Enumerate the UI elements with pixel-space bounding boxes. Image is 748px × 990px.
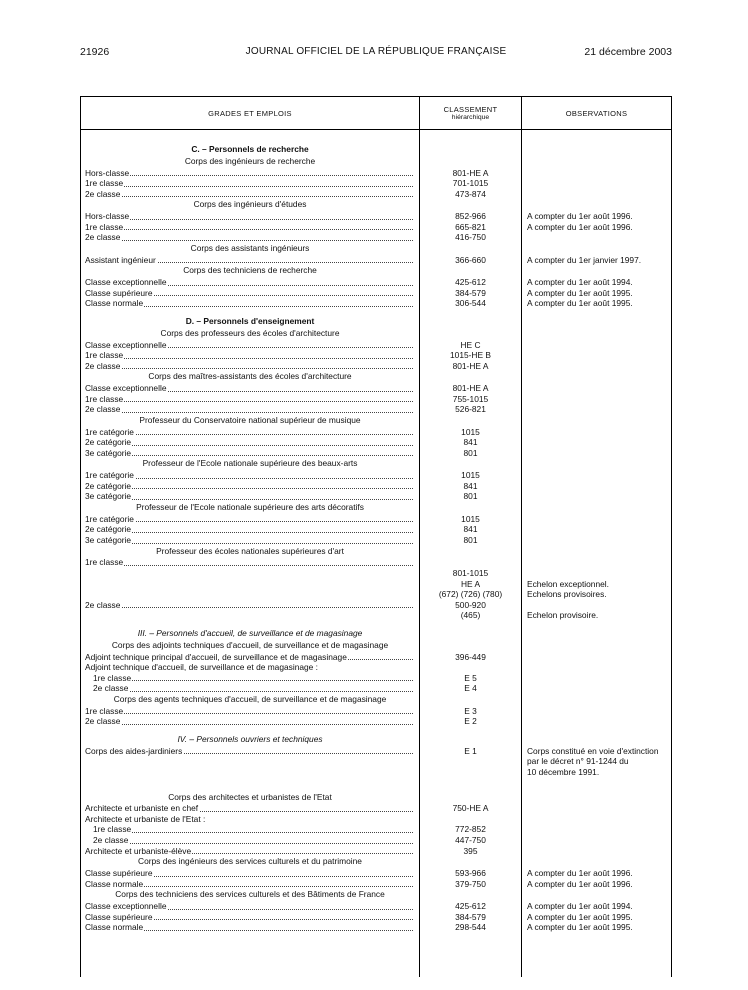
- table-row: [81, 535, 671, 546]
- grade-cell: [85, 427, 413, 438]
- grade-cell: [85, 912, 413, 923]
- table-row: [81, 448, 671, 459]
- table-row: [81, 277, 671, 288]
- section-heading: [81, 733, 671, 746]
- table-row: [81, 846, 671, 857]
- classement-cell: 1015: [461, 426, 480, 437]
- grade-cell: [85, 767, 413, 778]
- classement-cell: 500-920: [455, 599, 486, 610]
- classement-cell: 379-750: [455, 878, 486, 889]
- grade-label: Classe exceptionnelle: [85, 383, 167, 394]
- table-row: [81, 589, 671, 600]
- table-row: [81, 383, 671, 394]
- classement-cell: 416-750: [455, 232, 486, 243]
- subsection-heading: [81, 889, 671, 901]
- grade-label: Classe exceptionnelle: [85, 339, 167, 350]
- grade-label: Architecte et urbaniste en chef: [85, 803, 199, 814]
- spacer: [81, 778, 671, 792]
- grade-cell: [85, 706, 413, 717]
- classement-cell: 772-852: [455, 824, 486, 835]
- grade-label: [85, 589, 86, 599]
- grade-label: Classe normale: [85, 922, 144, 933]
- classement-cell: (672) (726) (780): [438, 589, 503, 600]
- grade-label: 3e catégorie: [85, 535, 132, 546]
- subsection-heading: [81, 792, 671, 804]
- section-heading: [81, 627, 671, 640]
- grade-cell: [85, 803, 413, 814]
- table-row: [81, 824, 671, 835]
- classement-cell: 395: [463, 845, 478, 856]
- grade-cell: [85, 288, 413, 299]
- subsection-heading-text: Professeur du Conservatoire national supérieur de musique: [139, 414, 361, 425]
- classement-cell: 755-1015: [452, 393, 489, 404]
- header-divider: [81, 129, 671, 130]
- classement-cell: E 3: [464, 705, 477, 716]
- section-heading: [81, 143, 671, 156]
- subsection-heading-text: Professeur des écoles nationales supérieures d'art: [156, 545, 344, 556]
- subsection-heading: [81, 156, 671, 168]
- classement-cell: HE A: [460, 578, 481, 589]
- classement-cell: (465): [460, 610, 481, 621]
- grade-cell: [85, 232, 413, 243]
- observation-cell: Echelons provisoires.: [527, 589, 607, 600]
- grade-cell: [85, 383, 413, 394]
- grade-label: 1re classe: [85, 705, 124, 716]
- table-row: [81, 168, 671, 179]
- grade-cell: [85, 448, 413, 459]
- subsection-heading-text: Corps des agents techniques d'accueil, de surveillance et de magasinage: [113, 693, 387, 704]
- classement-cell: 801: [463, 491, 478, 502]
- classement-cell: E 2: [464, 716, 477, 727]
- subsection-heading: [81, 640, 671, 652]
- table-row: [81, 481, 671, 492]
- grade-label: 1re classe: [93, 824, 132, 835]
- table-row: [81, 579, 671, 590]
- grade-label: 3e catégorie: [85, 447, 132, 458]
- table-row: [81, 922, 671, 933]
- subsection-heading-text: Professeur de l'Ecole nationale supérieure des beaux-arts: [142, 458, 358, 469]
- table-row: [81, 437, 671, 448]
- section-heading-text: III. – Personnels d'accueil, de surveillance et de magasinage: [137, 627, 363, 638]
- grade-label: [85, 756, 86, 766]
- table-body: [81, 143, 671, 933]
- classement-cell: E 4: [464, 683, 477, 694]
- table-row: [81, 803, 671, 814]
- classement-cell: 665-821: [455, 221, 486, 232]
- section-heading-text: D. – Personnels d'enseignement: [185, 315, 315, 326]
- classement-cell: 701-1015: [452, 178, 489, 189]
- grade-cell: [85, 879, 413, 890]
- table-row: [81, 901, 671, 912]
- table-row: [81, 288, 671, 299]
- table-row: [81, 514, 671, 525]
- observation-cell: A compter du 1er août 1996.: [527, 221, 633, 232]
- grade-label: Adjoint technique principal d'accueil, de surveillance et de magasinage: [85, 651, 347, 662]
- table-row: [81, 652, 671, 663]
- grade-cell: [85, 652, 413, 663]
- table-row: [81, 211, 671, 222]
- observation-cell: A compter du 1er août 1995.: [527, 298, 633, 309]
- grade-cell: [85, 491, 413, 502]
- observation-cell: A compter du 1er janvier 1997.: [527, 254, 642, 265]
- classement-cell: 447-750: [455, 835, 486, 846]
- table-row: [81, 557, 671, 568]
- grade-cell: [85, 868, 413, 879]
- classement-cell: 384-579: [455, 287, 486, 298]
- grade-label: Classe supérieure: [85, 911, 153, 922]
- grade-cell: [85, 298, 413, 309]
- classement-cell: 526-821: [455, 404, 486, 415]
- subsection-heading: [81, 328, 671, 340]
- table-row: [81, 568, 671, 579]
- observation-cell: A compter du 1er août 1995.: [527, 287, 633, 298]
- subsection-heading: [81, 199, 671, 211]
- grade-label: 1re classe: [85, 178, 124, 189]
- subsection-heading-text: Corps des ingénieurs d'études: [193, 199, 307, 210]
- subsection-heading: [81, 502, 671, 514]
- table-row: [81, 298, 671, 309]
- observation-cell: Echelon provisoire.: [527, 610, 599, 621]
- subsection-heading-text: Corps des ingénieurs des services culturels et du patrimoine: [138, 856, 362, 867]
- subsection-heading-text: Corps des techniciens de recherche: [183, 265, 317, 276]
- grade-label: 2e classe: [85, 232, 121, 243]
- table-row: [81, 189, 671, 200]
- classement-cell: 801-HE A: [452, 167, 489, 178]
- table-row: [81, 868, 671, 879]
- observation-cell: Echelon exceptionnel.: [527, 578, 609, 589]
- table-row: [81, 404, 671, 415]
- grade-cell: [85, 716, 413, 727]
- classement-cell: 298-544: [455, 922, 486, 933]
- table-row: [81, 706, 671, 717]
- observation-cell: A compter du 1er août 1995.: [527, 911, 633, 922]
- classement-cell: 801-HE A: [452, 360, 489, 371]
- section-heading-text: IV. – Personnels ouvriers et techniques: [177, 733, 323, 744]
- classement-cell: 1015: [461, 513, 480, 524]
- table-row: [81, 427, 671, 438]
- grade-label: 2e catégorie: [85, 480, 132, 491]
- classement-cell: 425-612: [455, 277, 486, 288]
- grade-label: 2e classe: [85, 360, 121, 371]
- classement-cell: 1015-HE B: [450, 350, 491, 361]
- table-row: [81, 340, 671, 351]
- grade-cell: [85, 211, 413, 222]
- grade-cell: [93, 824, 413, 835]
- observation-cell: A compter du 1er août 1996.: [527, 878, 633, 889]
- classement-cell: 801: [463, 447, 478, 458]
- grade-cell: [85, 255, 413, 266]
- observation-cell: A compter du 1er août 1996.: [527, 211, 633, 222]
- grade-cell: [85, 394, 413, 405]
- grade-cell: [85, 178, 413, 189]
- table-row: [81, 673, 671, 684]
- subsection-heading-text: Corps des maîtres-assistants des écoles d'architecture: [148, 371, 352, 382]
- grade-cell: [85, 340, 413, 351]
- grade-label: Classe normale: [85, 298, 144, 309]
- grade-cell: [85, 481, 413, 492]
- classement-cell: 841: [463, 524, 478, 535]
- classement-cell: 1015: [461, 470, 480, 481]
- grade-label: Hors-classe: [85, 167, 130, 178]
- table-row: [81, 814, 671, 825]
- subsection-heading: [81, 265, 671, 277]
- grade-cell: [85, 846, 413, 857]
- section-heading-text: C. – Personnels de recherche: [191, 144, 309, 154]
- table-row: [81, 222, 671, 233]
- grade-cell: [85, 568, 413, 579]
- grade-label: 1re classe: [85, 221, 124, 232]
- grade-cell: [85, 404, 413, 415]
- grade-label: Hors-classe: [85, 211, 130, 222]
- grade-cell: [85, 437, 413, 448]
- grade-label: Classe supérieure: [85, 868, 153, 879]
- grade-cell: [85, 579, 413, 590]
- grade-cell: [85, 514, 413, 525]
- publication-date: 21 décembre 2003: [584, 46, 672, 58]
- grade-label: [85, 767, 86, 777]
- column-header-grades: [81, 97, 419, 129]
- subsection-heading: [81, 458, 671, 470]
- classement-cell: 841: [463, 480, 478, 491]
- section-heading: [81, 315, 671, 328]
- grade-cell: [85, 814, 413, 825]
- classement-cell: 841: [463, 437, 478, 448]
- table-row: [81, 835, 671, 846]
- grade-cell: [85, 662, 413, 673]
- grades-table: [80, 96, 672, 977]
- grade-label: Classe supérieure: [85, 287, 153, 298]
- grade-cell: [85, 922, 413, 933]
- grade-cell: [85, 350, 413, 361]
- grade-label: 2e classe: [85, 716, 121, 727]
- classement-cell: 425-612: [455, 901, 486, 912]
- subsection-heading-text: Professeur de l'Ecole nationale supérieure des arts décoratifs: [136, 502, 364, 513]
- grade-label: Assistant ingénieur: [85, 254, 156, 265]
- table-row: [81, 350, 671, 361]
- subsection-heading: [81, 243, 671, 255]
- grade-label: Classe exceptionnelle: [85, 277, 167, 288]
- observation-cell: A compter du 1er août 1996.: [527, 868, 633, 879]
- table-row: [81, 491, 671, 502]
- table-row: [81, 662, 671, 673]
- subsection-heading-text: Corps des ingénieurs de recherche: [184, 155, 316, 166]
- observation-cell: A compter du 1er août 1994.: [527, 277, 633, 288]
- grade-label: 1re classe: [93, 672, 132, 683]
- grade-cell: [93, 835, 413, 846]
- grade-label: 3e catégorie: [85, 491, 132, 502]
- grade-cell: [85, 361, 413, 372]
- grade-label: 2e classe: [85, 404, 121, 415]
- grade-label: Architecte et urbaniste de l'Etat :: [85, 813, 206, 824]
- subsection-heading-text: Corps des techniciens des services culturels et des Bâtiments de France: [115, 889, 385, 900]
- grade-label: 2e catégorie: [85, 437, 132, 448]
- grade-cell: [85, 222, 413, 233]
- table-row: [81, 610, 671, 621]
- grade-cell: [85, 524, 413, 535]
- grade-label: Adjoint technique d'accueil, de surveillance et de magasinage :: [85, 662, 318, 673]
- table-row: [81, 716, 671, 727]
- grade-cell: [85, 600, 413, 611]
- classement-cell: 801: [463, 535, 478, 546]
- subsection-heading-text: Corps des adjoints techniques d'accueil, de surveillance et de magasinage: [111, 639, 389, 650]
- subsection-heading: [81, 856, 671, 868]
- grade-label: Classe normale: [85, 878, 144, 889]
- grade-cell: [85, 901, 413, 912]
- subsection-heading: [81, 694, 671, 706]
- subsection-heading-text: Corps des assistants ingénieurs: [190, 242, 310, 253]
- table-row: [81, 912, 671, 923]
- grade-label: 2e classe: [93, 835, 129, 846]
- table-row: [81, 879, 671, 890]
- grade-label: [85, 579, 86, 589]
- column-header-classement-sublabel: hiérarchique: [451, 114, 490, 121]
- observation-cell: A compter du 1er août 1994.: [527, 901, 633, 912]
- subsection-heading: [81, 546, 671, 558]
- grade-cell: [85, 535, 413, 546]
- grade-cell: [85, 756, 413, 767]
- table-row: [81, 756, 671, 767]
- column-header-classement: [420, 97, 521, 129]
- classement-cell: 384-579: [455, 911, 486, 922]
- subsection-heading-text: Corps des professeurs des écoles d'architecture: [160, 327, 340, 338]
- table-row: [81, 746, 671, 757]
- classement-cell: 396-449: [455, 651, 486, 662]
- subsection-heading: [81, 371, 671, 383]
- grade-cell: [85, 610, 413, 621]
- grade-label: 1re classe: [85, 350, 124, 361]
- classement-cell: 801-1015: [452, 568, 489, 578]
- classement-cell: HE C: [460, 339, 481, 350]
- classement-cell: E 1: [464, 745, 477, 756]
- page-number: 21926: [80, 46, 110, 58]
- classement-cell: 473-874: [455, 188, 486, 199]
- grade-label: Architecte et urbaniste-élève: [85, 845, 192, 856]
- grade-cell: [85, 557, 413, 568]
- classement-cell: 801-HE A: [452, 383, 489, 394]
- grade-cell: [85, 746, 413, 757]
- table-row: [81, 178, 671, 189]
- column-header-classement-label: CLASSEMENT: [443, 105, 498, 114]
- subsection-heading: [81, 415, 671, 427]
- journal-title: JOURNAL OFFICIEL DE LA RÉPUBLIQUE FRANÇAISE: [245, 46, 507, 57]
- table-row: [81, 394, 671, 405]
- grade-label: 2e classe: [93, 683, 129, 694]
- grade-cell: [93, 673, 413, 684]
- grade-label: 1re catégorie: [85, 426, 134, 437]
- grade-cell: [85, 277, 413, 288]
- classement-cell: E 5: [464, 672, 477, 683]
- observation-cell: 10 décembre 1991.: [527, 766, 600, 777]
- grade-label: 1re classe: [85, 393, 124, 404]
- table-row: [81, 683, 671, 694]
- page-header: [80, 46, 672, 60]
- observation-cell: A compter du 1er août 1995.: [527, 922, 633, 933]
- table-row: [81, 600, 671, 611]
- grade-label: 1re classe: [85, 557, 124, 568]
- grade-label: 1re catégorie: [85, 513, 134, 524]
- grade-cell: [85, 589, 413, 600]
- grade-label: 1re catégorie: [85, 470, 134, 481]
- table-row: [81, 470, 671, 481]
- grade-label: 2e classe: [85, 599, 121, 610]
- observation-cell: par le décret n° 91-1244 du: [527, 756, 629, 767]
- grade-label: 2e classe: [85, 188, 121, 199]
- grade-cell: [93, 683, 413, 694]
- observation-cell: Corps constitué en voie d'extinction: [527, 745, 659, 756]
- table-row: [81, 232, 671, 243]
- table-row: [81, 255, 671, 266]
- classement-cell: 750-HE A: [452, 803, 489, 814]
- column-header-observations-label: OBSERVATIONS: [565, 108, 628, 118]
- grade-label: 2e catégorie: [85, 524, 132, 535]
- column-header-observations: [522, 97, 671, 129]
- grade-label: Classe exceptionnelle: [85, 901, 167, 912]
- grade-label: [85, 610, 86, 620]
- grade-cell: [85, 168, 413, 179]
- grade-cell: [85, 470, 413, 481]
- classement-cell: 593-966: [455, 868, 486, 879]
- grade-label: [85, 568, 86, 578]
- grade-label: Corps des aides-jardiniers: [85, 745, 183, 756]
- grade-cell: [85, 189, 413, 200]
- column-header-grades-label: GRADES ET EMPLOIS: [208, 108, 292, 118]
- classement-cell: 852-966: [455, 211, 486, 222]
- table-row: [81, 361, 671, 372]
- table-row: [81, 767, 671, 778]
- classement-cell: 306-544: [455, 298, 486, 309]
- table-row: [81, 524, 671, 535]
- subsection-heading-text: Corps des architectes et urbanistes de l'Etat: [168, 791, 332, 802]
- classement-cell: 366-660: [455, 254, 486, 265]
